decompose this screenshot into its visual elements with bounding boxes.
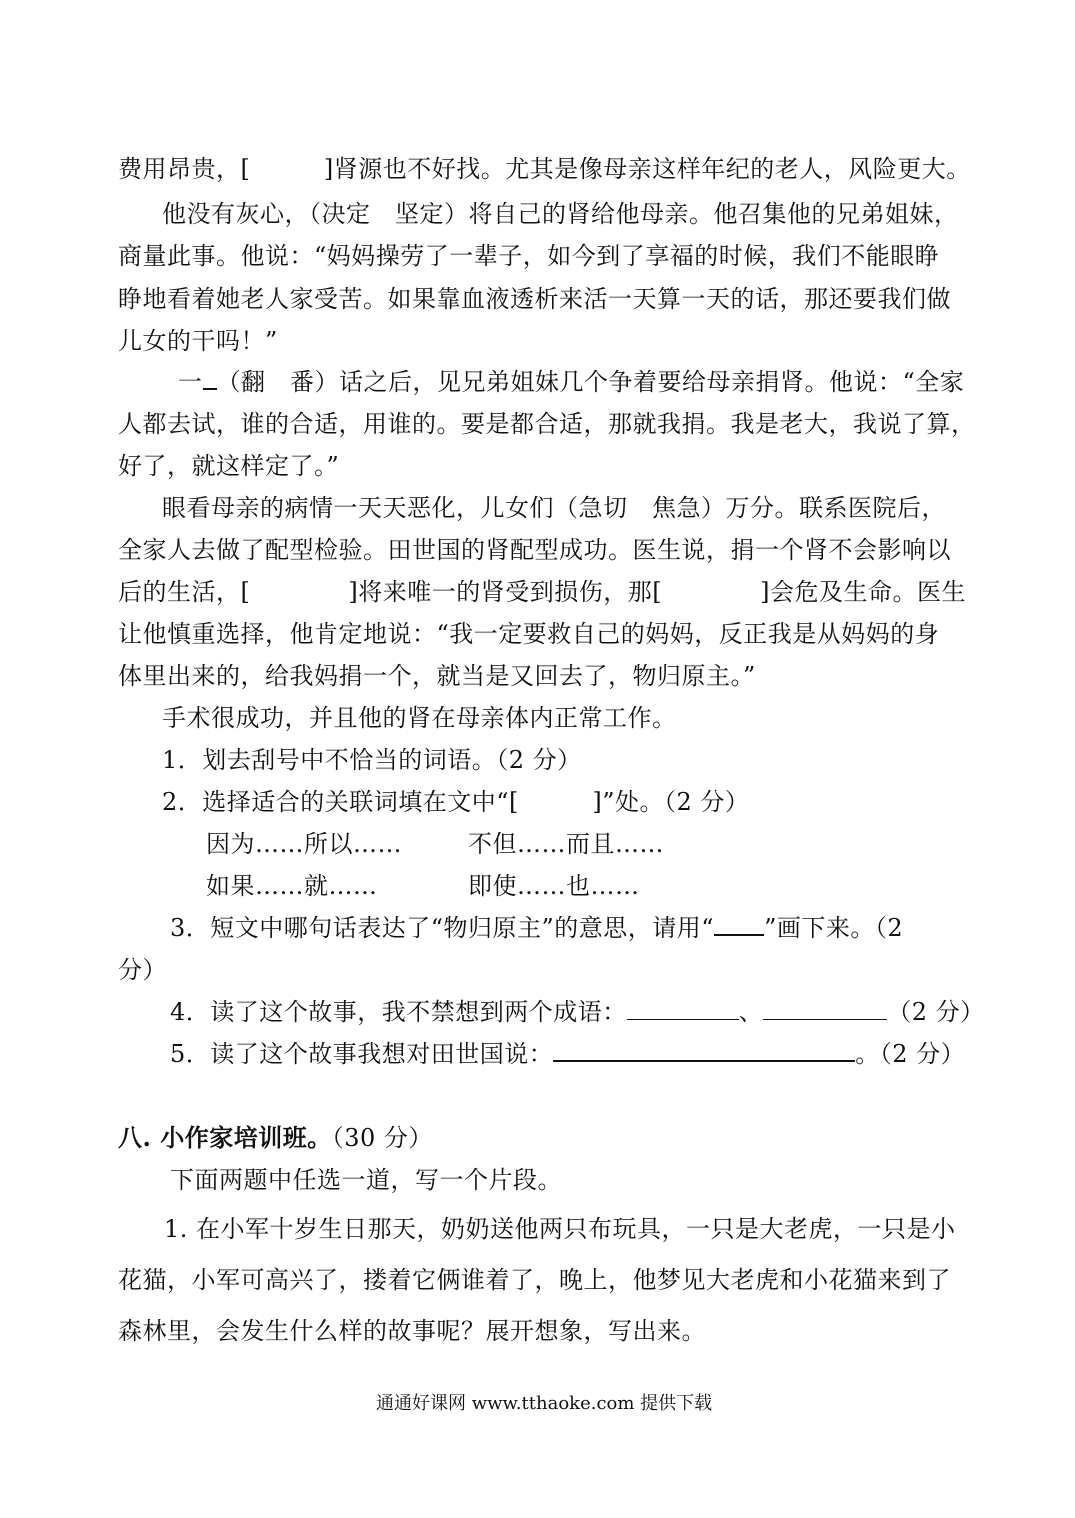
passage-line-6-start: 一 — [178, 368, 203, 396]
question-5-start: 5．读了这个故事我想对田世国说： — [170, 1040, 554, 1068]
question-4-score: （2 分） — [887, 998, 985, 1026]
passage-line-14: 手术很成功，并且他的肾在母亲体内正常工作。 — [162, 704, 677, 732]
passage-line-2: 他没有灰心，（决定 坚定）将自己的肾给他母亲。他召集他的兄弟姐妹， — [162, 200, 959, 228]
underline-sample — [714, 912, 764, 936]
idiom-blank-1[interactable] — [627, 997, 739, 1020]
question-5 — [170, 1037, 965, 1071]
question-3-end: ”画下来。（2 — [764, 914, 904, 942]
option-4: 即使……也…… — [468, 872, 640, 900]
passage-line-8: 好了，就这样定了。” — [118, 452, 340, 480]
question-3 — [170, 911, 903, 945]
option-3: 如果……就…… — [206, 872, 378, 900]
section-8-prompt-line-3: 森林里，会发生什么样的故事呢？展开想象，写出来。 — [118, 1317, 706, 1345]
passage-line-7: 人都去试，谁的合适，用谁的。要是都合适，那就我捐。我是老大，我说了算， — [118, 410, 976, 438]
question-4-separator: 、 — [738, 998, 764, 1026]
idiom-blank-2[interactable] — [763, 997, 887, 1020]
option-1: 因为……所以…… — [206, 830, 402, 858]
question-1: 1．划去刮号中不恰当的词语。（2 分） — [162, 746, 582, 774]
passage-line-6 — [178, 365, 964, 399]
passage-line-3: 商量此事。他说：“妈妈操劳了一辈子，如今到了享福的时候，我们不能眼睁 — [118, 242, 940, 270]
question-2: 2．选择适合的关联词填在文中“[ ]”处。（2 分） — [162, 788, 750, 816]
section-8-heading — [118, 1121, 433, 1155]
option-2: 不但……而且…… — [468, 830, 664, 858]
passage-line-13: 体里出来的，给我妈捐一个，就当是又回去了，物归原主。” — [118, 662, 756, 690]
question-5-end: 。（2 分） — [855, 1040, 966, 1068]
passage-line-5: 儿女的干吗！” — [118, 327, 278, 355]
answer-blank[interactable] — [553, 1038, 855, 1062]
section-8-score: （30 分） — [331, 1124, 433, 1152]
question-3-cont: 分） — [118, 956, 167, 984]
question-4 — [170, 995, 985, 1029]
passage-line-12: 让他慎重选择，他肯定地说：“我一定要救自己的妈妈，反正我是从妈妈的身 — [118, 620, 940, 648]
section-8-intro: 下面两题中任选一道，写一个片段。 — [170, 1166, 562, 1194]
fill-blank — [203, 366, 217, 390]
passage-line-11: 后的生活，[ ]将来唯一的肾受到损伤，那[ ]会危及生命。医生 — [118, 578, 966, 606]
section-8-title: 八. 小作家培训班。 — [118, 1123, 332, 1152]
section-8-prompt-line-2: 花猫，小军可高兴了，搂着它俩谁着了，晚上，他梦见大老虎和小花猫来到了 — [118, 1266, 951, 1294]
passage-line-6-rest: （翻 番）话之后，见兄弟姐妹几个争着要给母亲捐肾。他说：“全家 — [216, 368, 965, 396]
section-8-prompt-line-1: 1. 在小军十岁生日那天，奶奶送他两只布玩具，一只是大老虎，一只是小 — [164, 1215, 956, 1243]
question-3-start: 3．短文中哪句话表达了“物归原主”的意思，请用“ — [170, 914, 715, 942]
passage-line-4: 睁地看着她老人家受苦。如果靠血液透析来活一天算一天的话，那还要我们做 — [118, 285, 951, 313]
question-4-start: 4．读了这个故事，我不禁想到两个成语： — [170, 998, 627, 1026]
passage-line-10: 全家人去做了配型检验。田世国的肾配型成功。医生说，捐一个肾不会影响以 — [118, 536, 951, 564]
footer-text: 通通好课网 www.tthaoke.com 提供下载 — [376, 1393, 713, 1414]
passage-line-1: 费用昂贵，[ ]肾源也不好找。尤其是像母亲这样年纪的老人，风险更大。 — [118, 155, 971, 183]
passage-line-9: 眼看母亲的病情一天天恶化，儿女们（急切 焦急）万分。联系医院后， — [162, 494, 946, 522]
